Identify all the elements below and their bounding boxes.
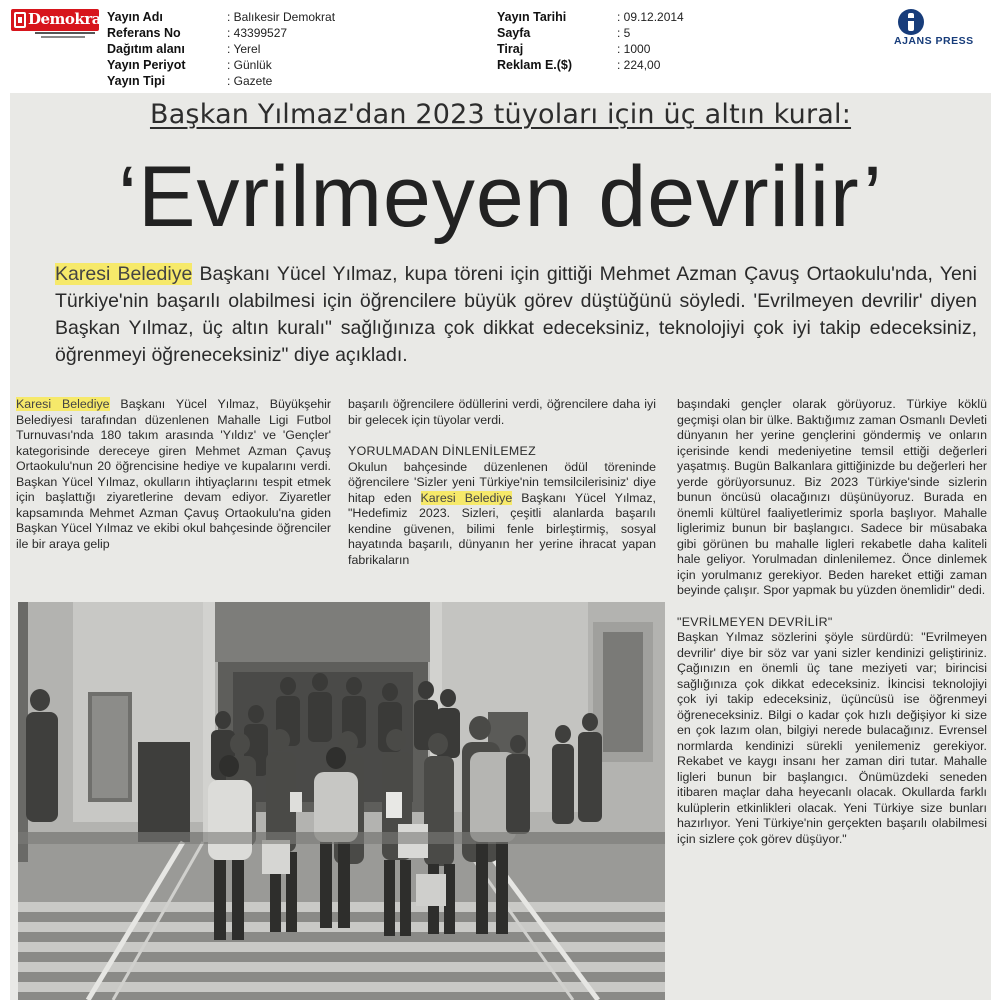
meta-label: Tiraj bbox=[497, 42, 524, 56]
newspaper-icon bbox=[14, 12, 26, 28]
meta-value: : 09.12.2014 bbox=[617, 10, 684, 24]
column-text: Başkan Yılmaz sözlerini şöyle sürdürdü: "Evrilmeyen devrilir' diye bir söz var yani sizler kendinizi geliştiriniz. Çağınızın en önemli üç tane meziyeti var; birincisi sağlığınıza çok dikkat edeceksiniz. İkincisi teknolojiyi çok iyi takip edeceksiniz, üçüncüsü ise öğrenmeyi öğreneceksiniz. Bilgi o kadar çok hızlı değişiyor ki size en çok lazım olan, bilgiyi nerede bulacağınız. Evrensel normlarda kendinizi sürekli yenilemeniz gerekiyor. Rekabet ve kaygı insanı her zaman diri tutar. Mahalle ligleri bunun bir başlangıcı. Önümüzdeki seneden itibaren maçlar daha heyecanlı olacak. Okullarda farklı kulüplerin etkinlikleri olacak. Yeni Türkiye size bunları hazırlıyor. Yeni Türkiye'nin gerçekten başarılı olabilmesi için sizlere çok görev düşüyor." bbox=[677, 630, 987, 846]
article-headline: ‘Evrilmeyen devrilir’ bbox=[118, 149, 883, 245]
intro-text: Başkanı Yücel Yılmaz, kupa töreni için gittiği Mehmet Azman Çavuş Ortaokulu'nda, Yeni Türkiye'nin başarılı olabilmesi için öğrencilere büyük görev düştüğünü söyledi. 'Evrilmeyen devrilir' diyen Başkan Yılmaz, üç altın kuralı" sağlığınıza çok dikkat edeceksiniz, teknolojiyi çok iyi takip edeceksiniz, öğrenmeyi öğreneceksiniz" diye açıkladı. bbox=[55, 263, 977, 366]
subheading: YORULMADAN DİNLENİLEMEZ bbox=[348, 444, 536, 458]
meta-label: Dağıtım alanı bbox=[107, 42, 185, 56]
meta-value: : 224,00 bbox=[617, 58, 661, 72]
logo-wordmark: Demokrat bbox=[28, 10, 108, 28]
report-header bbox=[0, 0, 1000, 92]
demokrat-logo bbox=[11, 9, 108, 41]
meta-label: Referans No bbox=[107, 26, 181, 40]
article-column-3 bbox=[677, 397, 987, 847]
newspaper-clipping bbox=[10, 93, 991, 1000]
meta-label: Yayın Periyot bbox=[107, 58, 186, 72]
meta-value: : Yerel bbox=[227, 42, 261, 56]
article-intro bbox=[55, 261, 977, 369]
agency-name: AJANS PRESS bbox=[894, 35, 974, 47]
column-text: başarılı öğrencilere ödüllerini verdi, öğrencilere daha iyi bir gelecek için tüyolar verdi. bbox=[348, 397, 656, 427]
column-text: Okulun bahçesinde düzenlenen ödül töreninde öğrencilere 'Sizler yeni Türkiye'nin temsilcilerisiniz' diye hitap eden bbox=[348, 459, 656, 505]
meta-value: : Gazete bbox=[227, 74, 273, 88]
meta-value: : Günlük bbox=[227, 58, 272, 72]
meta-label: Yayın Adı bbox=[107, 10, 163, 24]
ajans-press-globe-icon bbox=[898, 9, 924, 35]
column-text: başındaki gençler olarak görüyoruz. Türkiye köklü geçmişi olan bir ülke. Baktığımız zaman Osmanlı Devleti dünyanın her yerine gençlerini göndermiş ve onların içerisinde kendi medeniyetine temsil ettiği değerleri yaşatmış. Bugün Balkanlara gittiğinizde bu değerleri her yerde görüyorsunuz. Biz 2023 Türkiye'sinde sizlerin bunun öncüsü olacağınızı düşünüyoruz. Burada en önemli kültürel faaliyetlerimiz sporla başlıyor. Mahalle liglerimiz bunun bir başlangıcı. Sadece bir müsabaka gibi görünen bu mahalle ligleri rekabetle daha kaliteli hale geliyor. Yorulmadan dinlenilemez. Önce dinlemek için yorulmanız gerekiyor. Beden hareket ettiği zaman beyinde çalışır. Spor yapmak bu yüzden önemlidir" dedi. bbox=[677, 397, 987, 597]
ajans-press-logo bbox=[892, 9, 992, 51]
meta-value: : 5 bbox=[617, 26, 631, 40]
highlighted-term: Karesi Belediye bbox=[420, 490, 513, 505]
article-photo bbox=[18, 602, 665, 1000]
article-column-1 bbox=[16, 397, 331, 552]
meta-label: Sayfa bbox=[497, 26, 531, 40]
column-text: Başkanı Yücel Yılmaz, Büyükşehir Belediyesi tarafından düzenlenen Mahalle Ligi Futbol Turnuvası'nda 180 takım arasında 'Yıldız' ve 'Gençler' kategorisinde dereceye giren Mehmet Azman Çavuş Ortaokulu'nun 20 öğrencisine hediye ve kupalarını verdi. Başkan Yücel Yılmaz, okulların ihtiyaçlarını tespit etmek için başlattığı ziyaretlerine devam ediyor. Ziyaretler kapsamında Mehmet Azman Çavuş Ortaokulu'na giden Başkan Yücel Yılmaz ve ekibi okul bahçesinde öğrenciler ile bir araya gelip bbox=[16, 397, 332, 551]
subheading: "EVRİLMEYEN DEVRİLİR" bbox=[677, 614, 833, 629]
meta-value: : 43399527 bbox=[227, 26, 288, 40]
students-on-steps-photo bbox=[18, 602, 665, 1000]
column-text: Başkanı Yücel Yılmaz, "Hedefimiz 2023. Sizleri, çeşitli alanlarda başarılı kendine güvenen, bilimi fenle birleştirmiş, sosyal hayatında başarılı, dünyanın her yerine ihracat yapan fabrikaların bbox=[348, 490, 656, 567]
meta-label: Reklam E.($) bbox=[497, 58, 573, 72]
highlighted-term: Karesi Belediye bbox=[55, 263, 193, 285]
article-column-2 bbox=[348, 397, 656, 568]
meta-value: : 1000 bbox=[617, 42, 651, 56]
meta-value: : Balıkesir Demokrat bbox=[227, 10, 336, 24]
highlighted-term: Karesi Belediye bbox=[16, 397, 110, 411]
meta-label: Yayın Tipi bbox=[107, 74, 166, 88]
meta-label: Yayın Tarihi bbox=[497, 10, 567, 24]
article-kicker: Başkan Yılmaz'dan 2023 tüyoları için üç altın kural: bbox=[149, 99, 852, 130]
